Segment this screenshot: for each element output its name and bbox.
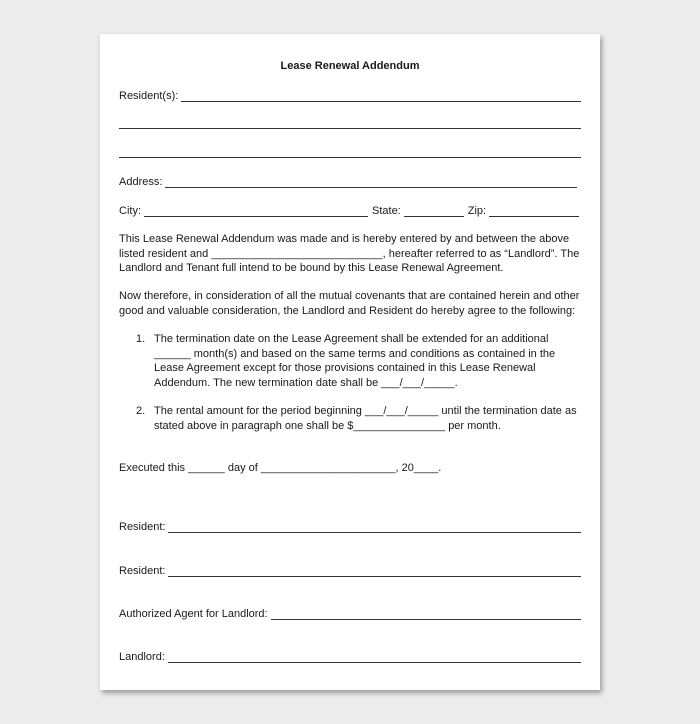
city-label: City: <box>119 205 141 217</box>
resident-signature-label-2: Resident: <box>119 565 166 577</box>
resident-signature-field[interactable] <box>119 519 581 533</box>
state-line[interactable] <box>404 205 464 217</box>
agent-signature-field[interactable] <box>119 606 581 620</box>
state-label: State: <box>372 205 401 217</box>
document-page <box>100 34 600 690</box>
executed-line: Executed this ______ day of ______________________, 20____. <box>119 462 442 474</box>
residents-field[interactable] <box>119 88 581 102</box>
zip-label: Zip: <box>467 205 487 217</box>
consideration-paragraph: Now therefore, in consideration of all the mutual covenants that are contained herein and other good and valuable consideration, the Landlord and Resident do hereby agree to the following: <box>119 290 580 317</box>
landlord-signature-field[interactable] <box>119 649 581 663</box>
list-item <box>136 404 581 433</box>
list-item-number: 2. <box>136 405 146 417</box>
residents-label: Resident(s): <box>119 90 179 102</box>
resident-signature-label: Resident: <box>119 521 166 533</box>
landlord-signature-line[interactable] <box>168 651 581 663</box>
residents-line-2[interactable] <box>119 128 581 129</box>
list-item-text: The rental amount for the period beginning ___/___/_____ until the termination date as stated above in paragraph one shall be $_______________ per month. <box>154 405 577 432</box>
residents-line[interactable] <box>181 90 581 102</box>
list-item-text: The termination date on the Lease Agreement shall be extended for an additional ______ month(s) and based on the same terms and conditions as contained in the Lease Agreement except for those provisions contained in this Lease Renewal Addendum. The new termination date shall be ___/___/_____. <box>154 333 556 389</box>
address-line[interactable] <box>165 176 577 188</box>
address-field[interactable] <box>119 174 577 188</box>
landlord-signature-label: Landlord: <box>119 651 165 663</box>
agent-signature-line[interactable] <box>271 608 581 620</box>
city-state-zip-row <box>119 203 581 217</box>
address-label: Address: <box>119 176 163 188</box>
list-item-number: 1. <box>136 333 146 345</box>
residents-line-3[interactable] <box>119 157 581 158</box>
resident-signature-field-2[interactable] <box>119 563 581 577</box>
agent-signature-label: Authorized Agent for Landlord: <box>119 608 268 620</box>
resident-signature-line-2[interactable] <box>168 565 581 577</box>
resident-signature-line[interactable] <box>168 521 581 533</box>
zip-line[interactable] <box>489 205 579 217</box>
intro-paragraph: This Lease Renewal Addendum was made and is hereby entered by and between the above listed resident and ____________________________, hereafter referred to as “Landlord”. The Landlord and Tenant full intend to be bound by this Lease Renewal Agreement. <box>119 233 580 274</box>
document-title: Lease Renewal Addendum <box>280 60 420 72</box>
city-line[interactable] <box>144 205 368 217</box>
list-item <box>136 332 581 390</box>
